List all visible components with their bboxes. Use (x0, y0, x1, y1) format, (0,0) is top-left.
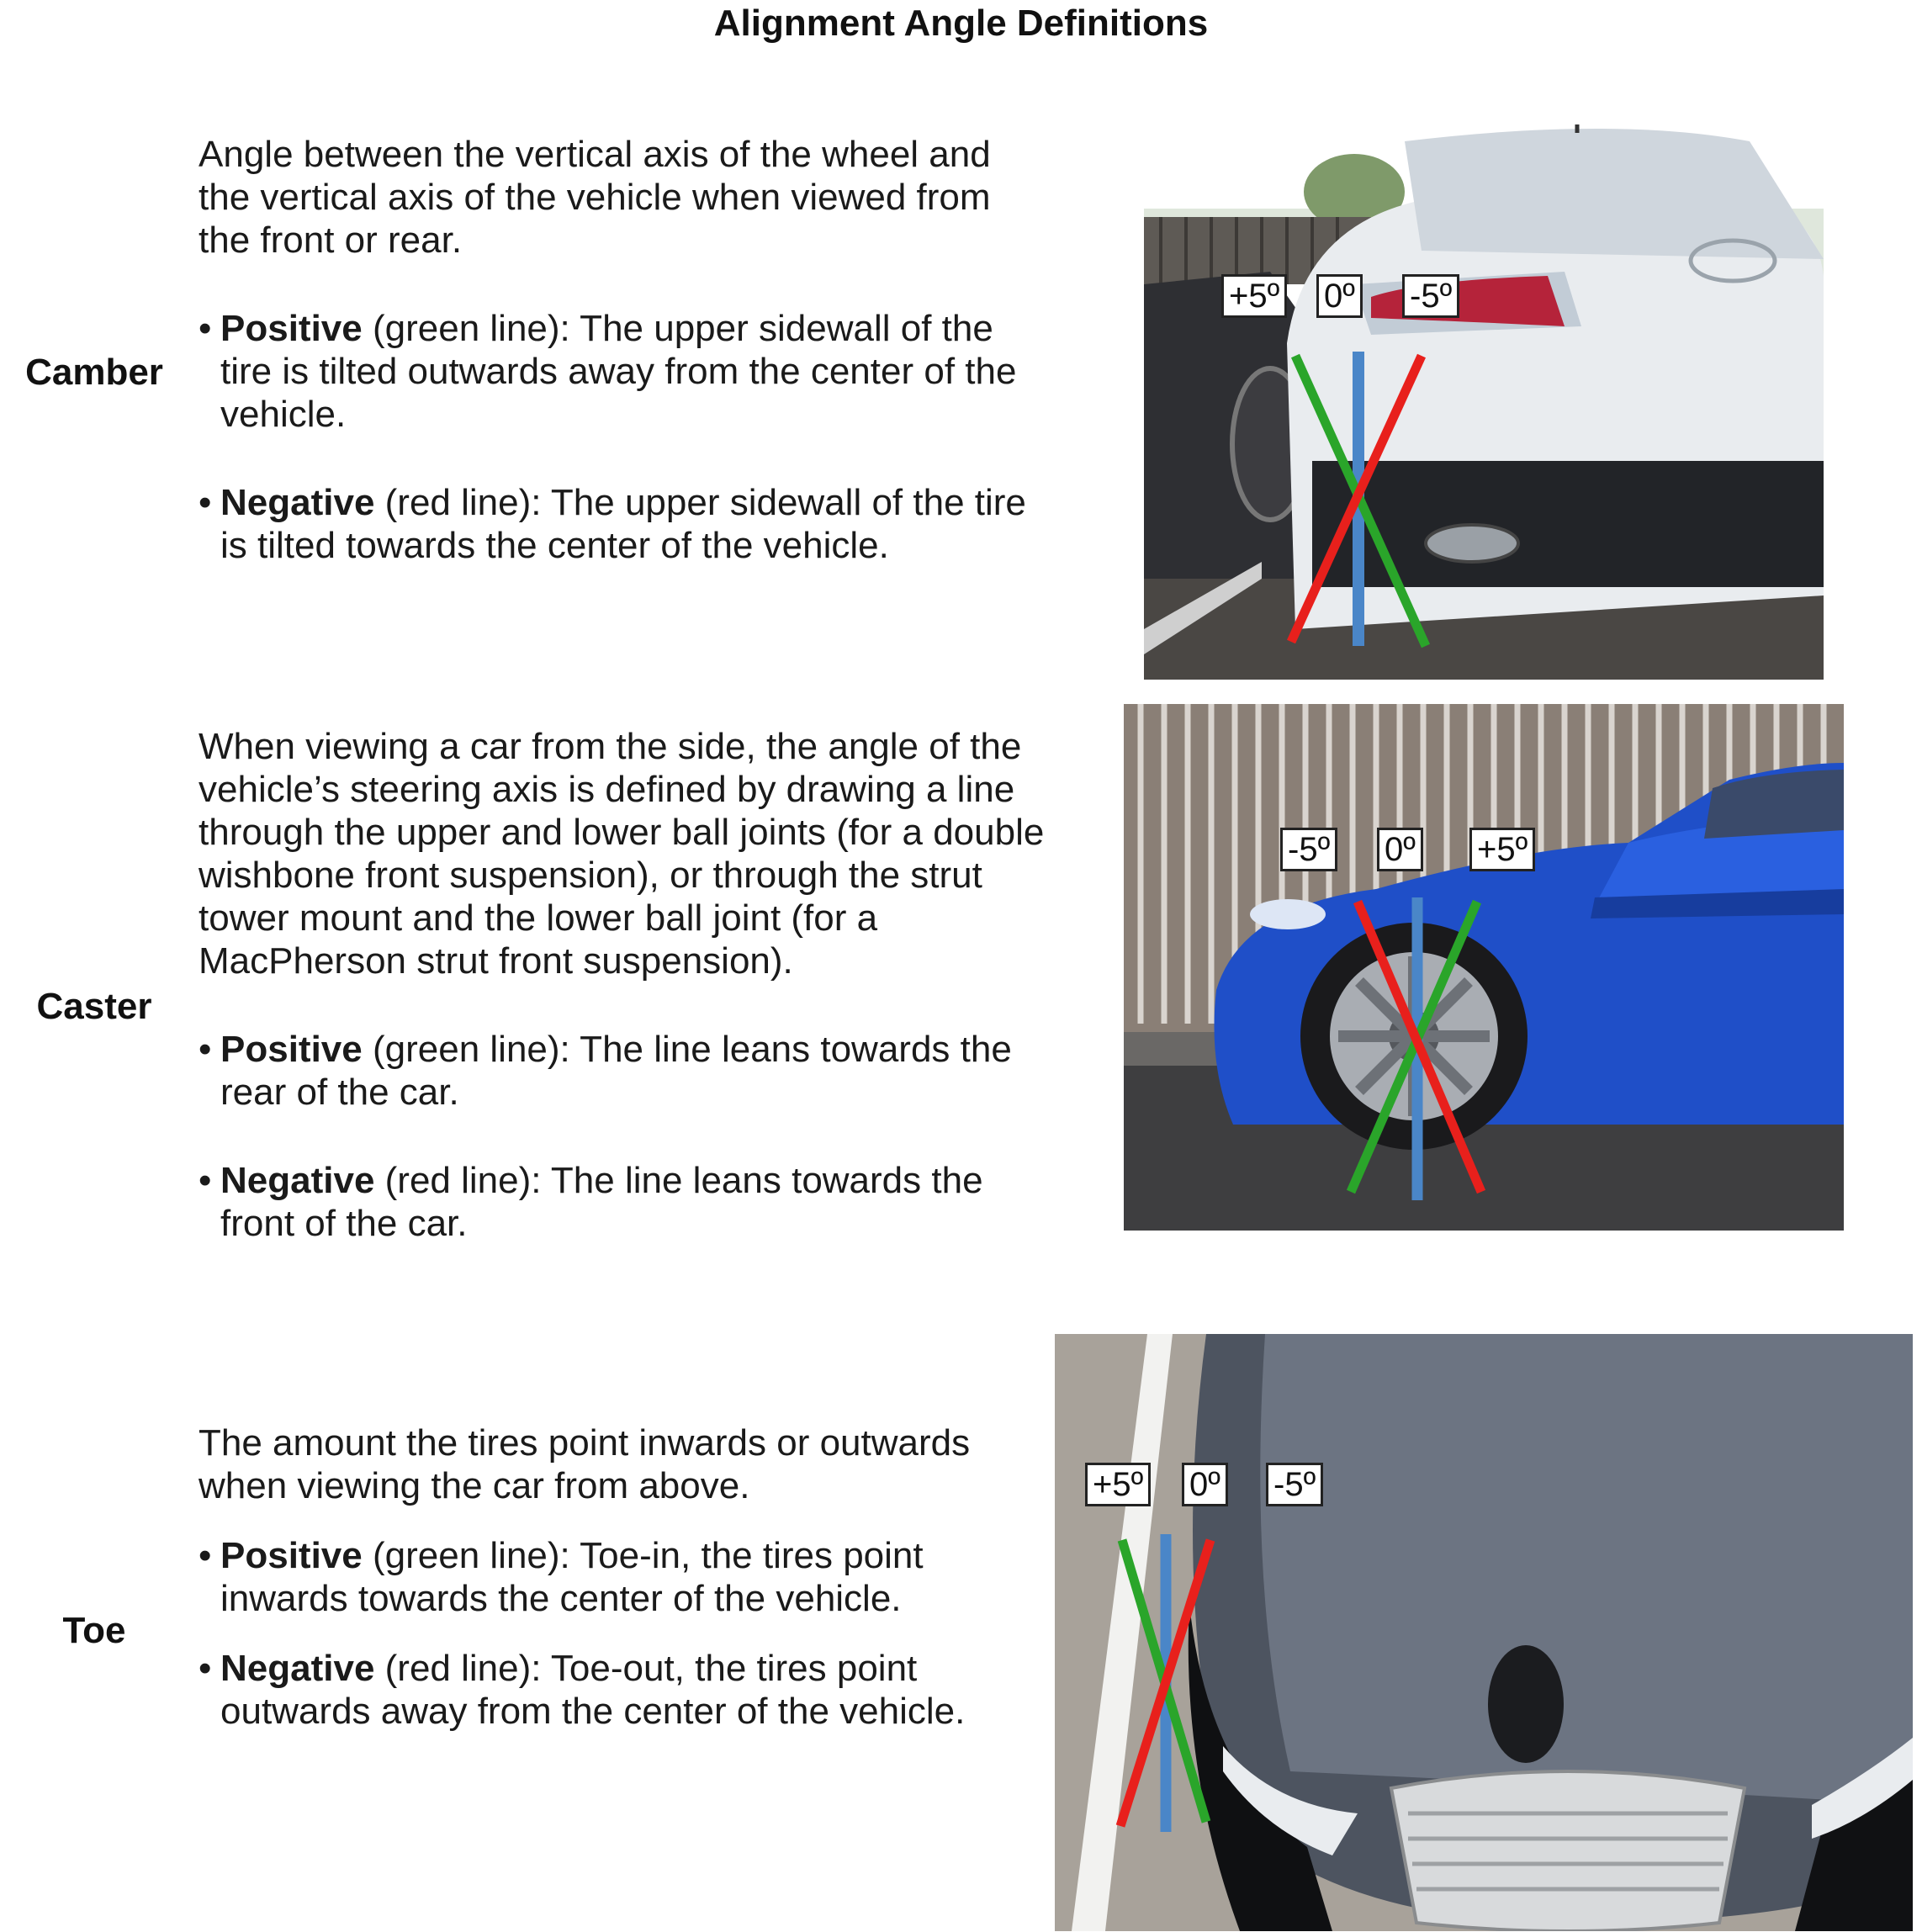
toe-text (199, 1421, 1048, 1733)
caster-description: When viewing a car from the side, the angle of the vehicle’s steering axis is defined by drawing a line through the upper and lower ball joints (for a double wishbone front suspension), or through the strut tower mount and the lower ball joint (for a MacPherson strut front suspension). (199, 726, 1045, 982)
caster-label: Caster (36, 986, 152, 1027)
camber-photo (1144, 124, 1824, 680)
camber-positive-term: Positive (220, 308, 363, 349)
toe-positive-text: (green line): Toe-in, the tires point inwards towards the center of the vehicle. (220, 1535, 924, 1619)
toe-marker-center: 0º (1182, 1463, 1228, 1506)
caster-marker-left: -5º (1280, 828, 1337, 871)
camber-marker-center: 0º (1316, 274, 1363, 318)
toe-negative-item: • Negative (red line): Toe-out, the tires point outwards away from the center of the vehicle. (199, 1648, 966, 1732)
camber-description: Angle between the vertical axis of the wheel and the vertical axis of the vehicle when viewed from the front or rear. (199, 134, 991, 261)
page-title: Alignment Angle Definitions (713, 3, 1209, 44)
caster-positive-item: • Positive (green line): The line leans towards the rear of the car. (199, 1029, 1012, 1113)
caster-negative-text: (red line): The line leans towards the front of the car. (220, 1160, 983, 1244)
caster-positive-term: Positive (220, 1029, 363, 1070)
toe-positive-item: • Positive (green line): Toe-in, the tires point inwards towards the center of the vehicle. (199, 1535, 924, 1619)
caster-text (199, 725, 1048, 1245)
toe-negative-text: (red line): Toe-out, the tires point outwards away from the center of the vehicle. (220, 1648, 966, 1732)
camber-marker-left: +5º (1221, 274, 1287, 318)
toe-positive-term: Positive (220, 1535, 363, 1576)
toe-marker-right: -5º (1266, 1463, 1323, 1506)
camber-text (199, 133, 1048, 567)
toe-photo (1055, 1334, 1913, 1931)
camber-label: Camber (25, 352, 163, 393)
caster-photo (1124, 704, 1844, 1231)
caster-negative-item: • Negative (red line): The line leans towards the front of the car. (199, 1160, 983, 1244)
caster-marker-center: 0º (1377, 828, 1423, 871)
toe-marker-left: +5º (1085, 1463, 1151, 1506)
camber-positive-item: • Positive (green line): The upper sidewall of the tire is tilted outwards away from the center of the vehicle. (199, 308, 1017, 435)
caster-positive-text: (green line): The line leans towards the rear of the car. (220, 1029, 1012, 1113)
toe-description: The amount the tires point inwards or outwards when viewing the car from above. (199, 1422, 971, 1506)
caster-negative-term: Negative (220, 1160, 375, 1201)
toe-label: Toe (62, 1610, 126, 1651)
caster-marker-right: +5º (1469, 828, 1535, 871)
camber-negative-item: • Negative (red line): The upper sidewall of the tire is tilted towards the center of the vehicle. (199, 482, 1026, 566)
toe-negative-term: Negative (220, 1648, 375, 1689)
camber-negative-term: Negative (220, 482, 375, 523)
camber-positive-text: (green line): The upper sidewall of the tire is tilted outwards away from the center of the vehicle. (220, 308, 1017, 435)
camber-negative-text: (red line): The upper sidewall of the tire is tilted towards the center of the vehicle. (220, 482, 1026, 566)
camber-marker-right: -5º (1402, 274, 1459, 318)
